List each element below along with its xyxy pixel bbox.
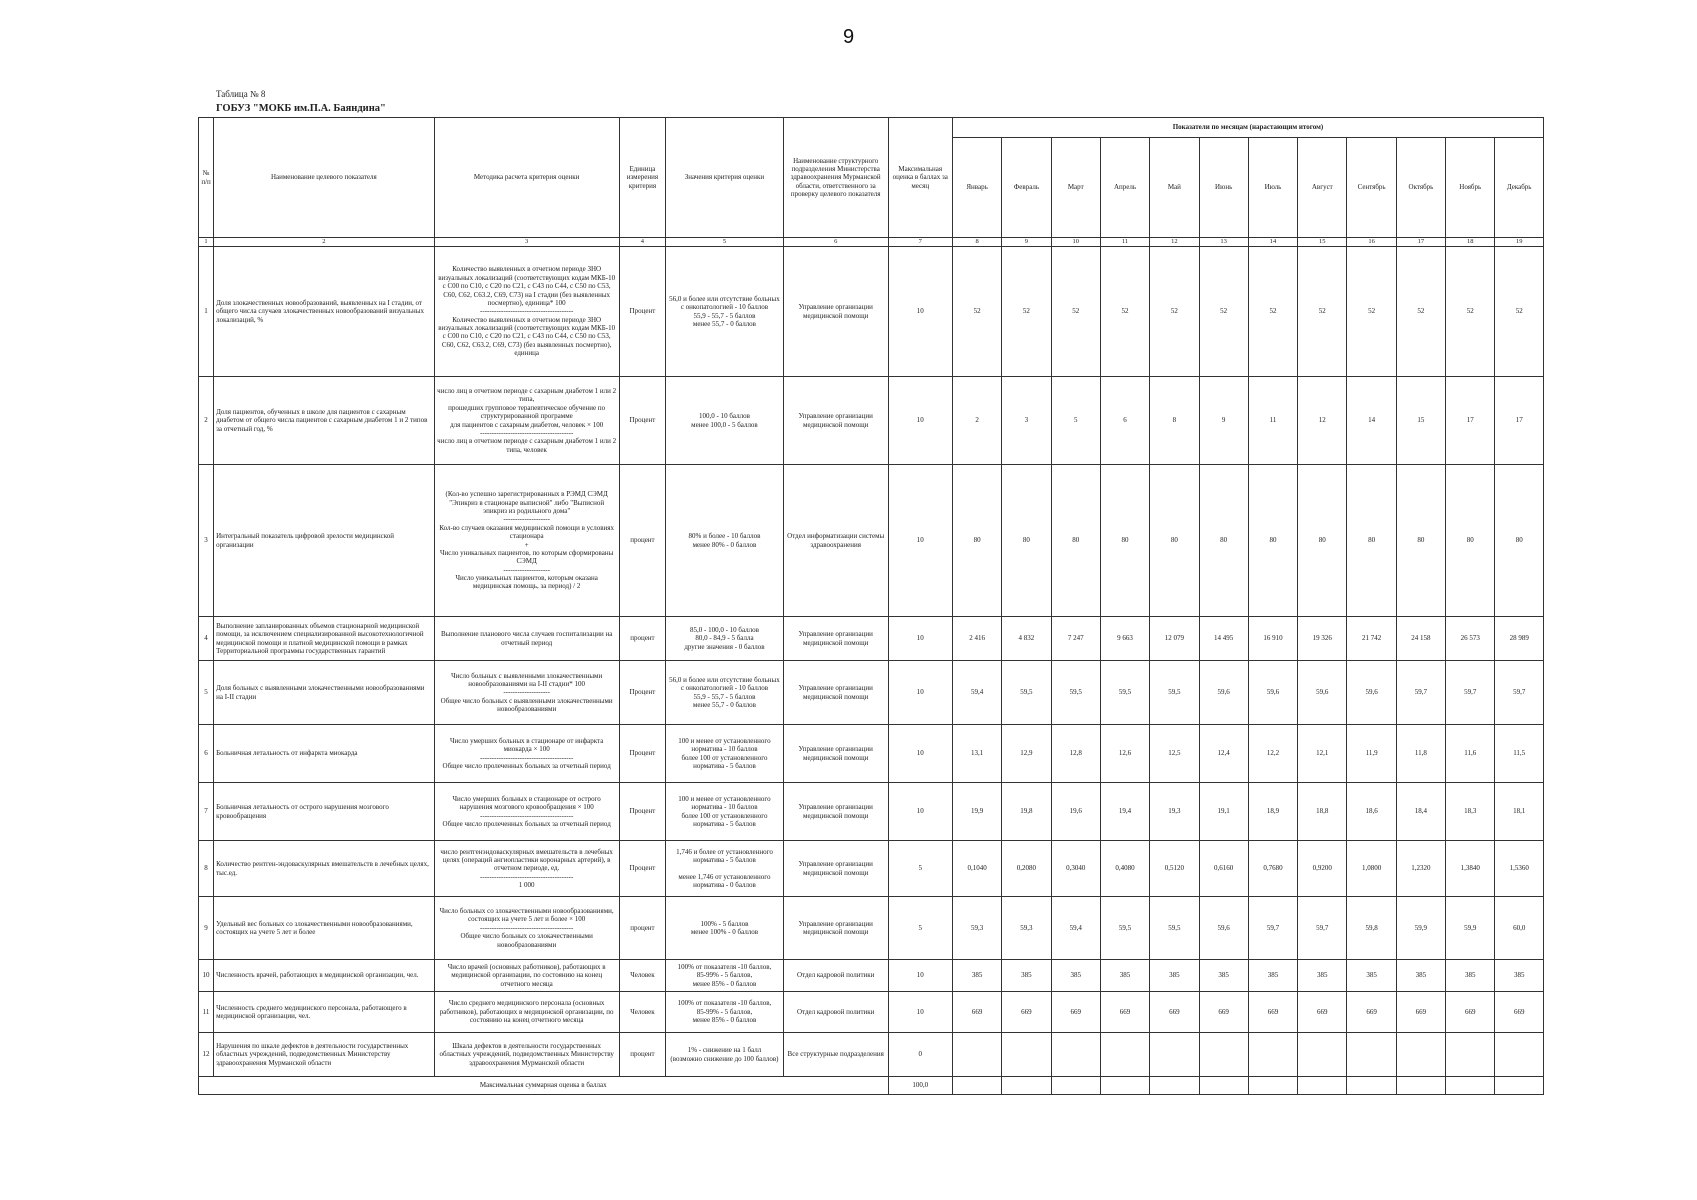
column-number: 7 <box>888 238 952 247</box>
unit-of-measure: Процент <box>619 783 665 841</box>
column-number: 8 <box>952 238 1001 247</box>
month-value: 18,6 <box>1347 783 1396 841</box>
month-value: 59,3 <box>952 897 1001 960</box>
month-value: 52 <box>1100 247 1149 377</box>
month-value: 59,6 <box>1347 661 1396 725</box>
table-row <box>199 897 1544 960</box>
responsible-department: Управление организации медицинской помощи <box>783 617 888 661</box>
row-number: 7 <box>199 783 214 841</box>
month-value: 385 <box>1396 960 1445 992</box>
month-value: 80 <box>1446 465 1495 617</box>
month-value: 59,6 <box>1298 661 1347 725</box>
month-value: 2 416 <box>952 617 1001 661</box>
month-value: 59,5 <box>1100 661 1149 725</box>
header-criteria: Значения критерия оценки <box>666 118 784 238</box>
month-value: 14 <box>1347 377 1396 465</box>
month-value: 5 <box>1051 377 1100 465</box>
month-value: 52 <box>1150 247 1199 377</box>
total-month-cell <box>1100 1077 1149 1095</box>
column-number: 6 <box>783 238 888 247</box>
column-number: 18 <box>1446 238 1495 247</box>
criteria-values: 80% и более - 10 баллов менее 80% - 0 баллов <box>666 465 784 617</box>
month-value: 385 <box>1298 960 1347 992</box>
month-value: 11,9 <box>1347 725 1396 783</box>
indicator-name: Выполнение запланированных объемов стационарной медицинской помощи, за исключением специализированной высокотехнологичной медицинской помощи и платной медицинской помощи в рамках Территориальной программы государственных гарантий <box>214 617 434 661</box>
responsible-department: Все структурные подразделения <box>783 1033 888 1077</box>
month-value: 52 <box>1199 247 1248 377</box>
column-number: 2 <box>214 238 434 247</box>
total-month-cell <box>1150 1077 1199 1095</box>
row-number: 3 <box>199 465 214 617</box>
month-value: 59,7 <box>1446 661 1495 725</box>
month-value: 0,3040 <box>1051 841 1100 897</box>
total-score: 100,0 <box>888 1077 952 1095</box>
table-row <box>199 960 1544 992</box>
month-value: 669 <box>1100 992 1149 1033</box>
month-value: 12,4 <box>1199 725 1248 783</box>
calculation-method: Число умерших больных в стационаре от инфаркта миокарда × 100 ---------------------------------------- Общее число пролеченных больных за отчетный период <box>434 725 619 783</box>
table-row <box>199 992 1544 1033</box>
header-month: Март <box>1051 138 1100 238</box>
month-value: 3 <box>1002 377 1051 465</box>
month-value: 52 <box>1446 247 1495 377</box>
month-value <box>1002 1033 1051 1077</box>
month-value: 12 079 <box>1150 617 1199 661</box>
column-number: 11 <box>1100 238 1149 247</box>
calculation-method: Количество выявленных в отчетном периоде ЗНО визуальных локализаций (соответствующих кодам МКБ-10 с С00 по С10, с С20 по С21, с С43 по С44, с С50 по С53, С60, С62, С63.2, С69, С73) на I стадии (без выявленных посмертно), единица* 100 ---------------------------------------- Количество выявленных в отчетном периоде ЗНО визуальных локализаций (соответствующих кодам МКБ-10 с С00 по С10, с С20 по С21, с С43 по С44, с С50 по С53, С60, С62, С63.2, С69, С73) (без выявленных посмертно), единица <box>434 247 619 377</box>
month-value: 0,5120 <box>1150 841 1199 897</box>
total-label: Максимальная суммарная оценка в баллах <box>199 1077 889 1095</box>
month-value: 59,5 <box>1002 661 1051 725</box>
month-value: 80 <box>952 465 1001 617</box>
month-value: 59,6 <box>1248 661 1297 725</box>
table-row <box>199 617 1544 661</box>
row-number: 10 <box>199 960 214 992</box>
month-value: 1,5360 <box>1495 841 1544 897</box>
month-value: 669 <box>1495 992 1544 1033</box>
criteria-values: 100% - 5 баллов менее 100% - 0 баллов <box>666 897 784 960</box>
row-number: 8 <box>199 841 214 897</box>
month-value <box>952 1033 1001 1077</box>
month-value: 18,1 <box>1495 783 1544 841</box>
column-number: 12 <box>1150 238 1199 247</box>
table-row <box>199 465 1544 617</box>
month-value: 385 <box>1100 960 1149 992</box>
month-value: 59,5 <box>1150 897 1199 960</box>
responsible-department: Управление организации медицинской помощи <box>783 377 888 465</box>
month-value: 0,7680 <box>1248 841 1297 897</box>
responsible-department: Управление организации медицинской помощи <box>783 841 888 897</box>
header-month: Февраль <box>1002 138 1051 238</box>
calculation-method: (Кол-во успешно зарегистрированных в РЭМД СЭМД "Эпикриз в стационаре выписной" либо "Выписной эпикриз из родильного дома" -------------------- Кол-во случаев оказания медицинской помощи в условиях стационара + Число уникальных пациентов, по которым сформированы СЭМД -------------------- Число уникальных пациентов, которым оказана медицинская помощь, за период) / 2 <box>434 465 619 617</box>
month-value: 59,5 <box>1100 897 1149 960</box>
month-value: 14 495 <box>1199 617 1248 661</box>
total-month-cell <box>1248 1077 1297 1095</box>
month-value: 12,2 <box>1248 725 1297 783</box>
month-value: 80 <box>1298 465 1347 617</box>
month-value: 60,0 <box>1495 897 1544 960</box>
month-value: 2 <box>952 377 1001 465</box>
criteria-values: 100,0 - 10 баллов менее 100,0 - 5 баллов <box>666 377 784 465</box>
header-unit: Единица измерения критерия <box>619 118 665 238</box>
month-value: 1,3840 <box>1446 841 1495 897</box>
month-value <box>1051 1033 1100 1077</box>
header-month: Декабрь <box>1495 138 1544 238</box>
month-value <box>1248 1033 1297 1077</box>
header-month: Апрель <box>1100 138 1149 238</box>
month-value: 16 910 <box>1248 617 1297 661</box>
header-month: Октябрь <box>1396 138 1445 238</box>
total-month-cell <box>1051 1077 1100 1095</box>
header-num: № п/п <box>199 118 214 238</box>
max-score: 5 <box>888 841 952 897</box>
row-number: 6 <box>199 725 214 783</box>
month-value: 19 326 <box>1298 617 1347 661</box>
unit-of-measure: Процент <box>619 841 665 897</box>
month-value: 21 742 <box>1347 617 1396 661</box>
criteria-values: 100% от показателя -10 баллов, 85-99% - 5 баллов, менее 85% - 0 баллов <box>666 992 784 1033</box>
row-number: 4 <box>199 617 214 661</box>
month-value: 12,9 <box>1002 725 1051 783</box>
month-value: 52 <box>1347 247 1396 377</box>
header-month: Сентябрь <box>1347 138 1396 238</box>
total-month-cell <box>1495 1077 1544 1095</box>
month-value: 11,6 <box>1446 725 1495 783</box>
header-name: Наименование целевого показателя <box>214 118 434 238</box>
max-score: 10 <box>888 992 952 1033</box>
max-score: 10 <box>888 960 952 992</box>
responsible-department: Отдел кадровой политики <box>783 960 888 992</box>
month-value: 385 <box>1347 960 1396 992</box>
row-number: 5 <box>199 661 214 725</box>
indicator-name: Нарушения по шкале дефектов в деятельности государственных областных учреждений, подведомственных Министерству здравоохранения Мурманской области <box>214 1033 434 1077</box>
responsible-department: Управление организации медицинской помощи <box>783 725 888 783</box>
page-number: 9 <box>842 26 855 48</box>
indicator-name: Интегральный показатель цифровой зрелости медицинской организации <box>214 465 434 617</box>
header-month: Июнь <box>1199 138 1248 238</box>
calculation-method: Число врачей (основных работников), работающих в медицинской организации, по состоянию на конец отчетного месяца <box>434 960 619 992</box>
month-value: 12,8 <box>1051 725 1100 783</box>
month-value: 669 <box>1347 992 1396 1033</box>
month-value: 4 832 <box>1002 617 1051 661</box>
criteria-values: 56,0 и более или отсутствие больных с онкопатологией - 10 баллов 55,9 - 55,7 - 5 баллов менее 55,7 - 0 баллов <box>666 247 784 377</box>
calculation-method: Число больных с выявленными злокачественными новообразованиями на I-II стадии* 100 -------------------- Общее число больных с выявленными злокачественными новообразованиями <box>434 661 619 725</box>
month-value: 28 989 <box>1495 617 1544 661</box>
month-value: 52 <box>1298 247 1347 377</box>
month-value: 0,4080 <box>1100 841 1149 897</box>
table-row <box>199 725 1544 783</box>
month-value: 80 <box>1199 465 1248 617</box>
column-number: 1 <box>199 238 214 247</box>
max-score: 10 <box>888 247 952 377</box>
max-score: 10 <box>888 783 952 841</box>
table-caption: Таблица № 8 <box>216 89 266 99</box>
month-value: 18,4 <box>1396 783 1445 841</box>
month-value: 19,1 <box>1199 783 1248 841</box>
month-value <box>1495 1033 1544 1077</box>
kpi-table <box>198 117 1544 1095</box>
month-value: 11,5 <box>1495 725 1544 783</box>
calculation-method: число лиц в отчетном периоде с сахарным диабетом 1 или 2 типа, прошедших групповое терапевтическое обучение по структурированной программе для пациентов с сахарным диабетом, человек × 100 ---------------------------------------- число лиц в отчетном периоде с сахарным диабетом 1 или 2 типа, человек <box>434 377 619 465</box>
row-number: 2 <box>199 377 214 465</box>
month-value: 24 158 <box>1396 617 1445 661</box>
indicator-name: Больничная летальность от инфаркта миокарда <box>214 725 434 783</box>
unit-of-measure: Процент <box>619 725 665 783</box>
month-value: 18,8 <box>1298 783 1347 841</box>
month-value: 80 <box>1495 465 1544 617</box>
month-value <box>1150 1033 1199 1077</box>
month-value: 11,8 <box>1396 725 1445 783</box>
indicator-name: Доля злокачественных новообразований, выявленных на I стадии, от общего числа случаев злокачественных новообразований визуальных локализаций, % <box>214 247 434 377</box>
indicator-name: Численность врачей, работающих в медицинской организации, чел. <box>214 960 434 992</box>
table-row <box>199 841 1544 897</box>
month-value: 385 <box>1002 960 1051 992</box>
organization-title: ГОБУЗ "МОКБ им.П.А. Баяндина" <box>216 103 386 114</box>
header-month: Август <box>1298 138 1347 238</box>
month-value: 19,3 <box>1150 783 1199 841</box>
column-number: 15 <box>1298 238 1347 247</box>
responsible-department: Управление организации медицинской помощи <box>783 661 888 725</box>
header-month: Январь <box>952 138 1001 238</box>
column-number: 16 <box>1347 238 1396 247</box>
total-month-cell <box>952 1077 1001 1095</box>
header-department: Наименование структурного подразделения Министерства здравоохранения Мурманской области, ответственного за проверку целевого показателя <box>783 118 888 238</box>
month-value: 52 <box>1495 247 1544 377</box>
month-value: 0,9200 <box>1298 841 1347 897</box>
month-value: 59,7 <box>1396 661 1445 725</box>
month-value: 6 <box>1100 377 1149 465</box>
row-number: 11 <box>199 992 214 1033</box>
column-number: 17 <box>1396 238 1445 247</box>
unit-of-measure: Процент <box>619 377 665 465</box>
indicator-name: Количество рентген-эндоваскулярных вмешательств в лечебных целях, тыс.ед. <box>214 841 434 897</box>
month-value: 1,0800 <box>1347 841 1396 897</box>
responsible-department: Отдел кадровой политики <box>783 992 888 1033</box>
total-month-cell <box>1446 1077 1495 1095</box>
month-value: 17 <box>1446 377 1495 465</box>
month-value: 385 <box>1446 960 1495 992</box>
row-number: 9 <box>199 897 214 960</box>
unit-of-measure: процент <box>619 897 665 960</box>
header-month: Ноябрь <box>1446 138 1495 238</box>
month-value: 669 <box>952 992 1001 1033</box>
month-value: 80 <box>1248 465 1297 617</box>
month-value: 19,6 <box>1051 783 1100 841</box>
column-number: 3 <box>434 238 619 247</box>
month-value: 385 <box>1051 960 1100 992</box>
table-row <box>199 783 1544 841</box>
calculation-method: Число среднего медицинского персонала (основных работников), работающих в медицинской организации, по состоянию на конец отчетного месяца <box>434 992 619 1033</box>
month-value: 59,5 <box>1051 661 1100 725</box>
unit-of-measure: Человек <box>619 992 665 1033</box>
row-number: 1 <box>199 247 214 377</box>
month-value: 80 <box>1100 465 1149 617</box>
month-value: 52 <box>1002 247 1051 377</box>
indicator-name: Доля больных с выявленными злокачественными новообразованиями на I-II стадии <box>214 661 434 725</box>
calculation-method: Число умерших больных в стационаре от острого нарушения мозгового кровообращения × 100 ---------------------------------------- Общее число пролеченных больных за отчетный период <box>434 783 619 841</box>
column-number: 10 <box>1051 238 1100 247</box>
month-value: 52 <box>1396 247 1445 377</box>
month-value: 11 <box>1248 377 1297 465</box>
calculation-method: Число больных со злокачественными новообразованиями, состоящих на учете 5 лет и более × 100 ---------------------------------------- Общее число больных со злокачественными новообразованиями <box>434 897 619 960</box>
column-number: 14 <box>1248 238 1297 247</box>
row-number: 12 <box>199 1033 214 1077</box>
month-value: 385 <box>1150 960 1199 992</box>
header-month: Июль <box>1248 138 1297 238</box>
month-value <box>1446 1033 1495 1077</box>
total-row <box>199 1077 1544 1095</box>
month-value: 59,7 <box>1248 897 1297 960</box>
month-value: 385 <box>1199 960 1248 992</box>
month-value: 59,7 <box>1298 897 1347 960</box>
month-value: 17 <box>1495 377 1544 465</box>
month-value: 59,3 <box>1002 897 1051 960</box>
month-value: 18,9 <box>1248 783 1297 841</box>
month-value: 59,9 <box>1446 897 1495 960</box>
month-value: 59,6 <box>1199 897 1248 960</box>
month-value: 385 <box>1248 960 1297 992</box>
month-value: 80 <box>1051 465 1100 617</box>
month-value: 669 <box>1446 992 1495 1033</box>
month-value <box>1347 1033 1396 1077</box>
month-value: 59,9 <box>1396 897 1445 960</box>
month-value: 669 <box>1199 992 1248 1033</box>
month-value: 59,6 <box>1199 661 1248 725</box>
column-number: 13 <box>1199 238 1248 247</box>
total-month-cell <box>1347 1077 1396 1095</box>
max-score: 10 <box>888 377 952 465</box>
month-value: 19,9 <box>952 783 1001 841</box>
month-value: 26 573 <box>1446 617 1495 661</box>
total-month-cell <box>1298 1077 1347 1095</box>
header-method: Методика расчета критерия оценки <box>434 118 619 238</box>
criteria-values: 1,746 и более от установленного норматива - 5 баллов менее 1,746 от установленного норматива - 0 баллов <box>666 841 784 897</box>
unit-of-measure: процент <box>619 1033 665 1077</box>
unit-of-measure: процент <box>619 617 665 661</box>
criteria-values: 100 и менее от установленного норматива - 10 баллов более 100 от установленного норматива - 5 баллов <box>666 725 784 783</box>
month-value: 669 <box>1002 992 1051 1033</box>
unit-of-measure: Человек <box>619 960 665 992</box>
max-score: 10 <box>888 661 952 725</box>
month-value: 80 <box>1347 465 1396 617</box>
max-score: 5 <box>888 897 952 960</box>
responsible-department: Управление организации медицинской помощи <box>783 247 888 377</box>
month-value: 52 <box>952 247 1001 377</box>
month-value: 52 <box>1248 247 1297 377</box>
month-value: 385 <box>952 960 1001 992</box>
month-value <box>1199 1033 1248 1077</box>
header-months-title: Показатели по месяцам (нарастающим итогом) <box>952 118 1543 138</box>
total-month-cell <box>1396 1077 1445 1095</box>
max-score: 0 <box>888 1033 952 1077</box>
table-row <box>199 247 1544 377</box>
max-score: 10 <box>888 725 952 783</box>
month-value: 80 <box>1396 465 1445 617</box>
max-score: 10 <box>888 465 952 617</box>
indicator-name: Больничная летальность от острого нарушения мозгового кровообращения <box>214 783 434 841</box>
month-value: 1,2320 <box>1396 841 1445 897</box>
month-value: 59,4 <box>1051 897 1100 960</box>
month-value: 19,4 <box>1100 783 1149 841</box>
month-value: 19,8 <box>1002 783 1051 841</box>
responsible-department: Управление организации медицинской помощи <box>783 897 888 960</box>
total-month-cell <box>1199 1077 1248 1095</box>
month-value: 669 <box>1150 992 1199 1033</box>
criteria-values: 100 и менее от установленного норматива - 10 баллов более 100 от установленного норматива - 5 баллов <box>666 783 784 841</box>
criteria-values: 85,0 - 100,0 - 10 баллов 80,0 - 84,9 - 5 балла другие значения - 0 баллов <box>666 617 784 661</box>
unit-of-measure: процент <box>619 465 665 617</box>
criteria-values: 56,0 и более или отсутствие больных с онкопатологией - 10 баллов 55,9 - 55,7 - 5 баллов менее 55,7 - 0 баллов <box>666 661 784 725</box>
month-value: 80 <box>1002 465 1051 617</box>
column-number: 5 <box>666 238 784 247</box>
table-row <box>199 377 1544 465</box>
month-value: 59,5 <box>1150 661 1199 725</box>
calculation-method: Выполнение планового числа случаев госпитализации на отчетный период <box>434 617 619 661</box>
month-value: 669 <box>1248 992 1297 1033</box>
month-value: 7 247 <box>1051 617 1100 661</box>
month-value: 80 <box>1150 465 1199 617</box>
header-max-score: Максимальная оценка в баллах за месяц <box>888 118 952 238</box>
month-value: 12,5 <box>1150 725 1199 783</box>
month-value: 669 <box>1051 992 1100 1033</box>
month-value: 18,3 <box>1446 783 1495 841</box>
month-value: 9 663 <box>1100 617 1149 661</box>
month-value: 669 <box>1298 992 1347 1033</box>
month-value: 669 <box>1396 992 1445 1033</box>
month-value: 59,4 <box>952 661 1001 725</box>
total-month-cell <box>1002 1077 1051 1095</box>
responsible-department: Отдел информатизации системы здравоохранения <box>783 465 888 617</box>
month-value: 59,7 <box>1495 661 1544 725</box>
column-number: 19 <box>1495 238 1544 247</box>
month-value: 52 <box>1051 247 1100 377</box>
month-value: 13,1 <box>952 725 1001 783</box>
month-value <box>1298 1033 1347 1077</box>
column-number: 4 <box>619 238 665 247</box>
table-row <box>199 1033 1544 1077</box>
month-value: 12 <box>1298 377 1347 465</box>
responsible-department: Управление организации медицинской помощи <box>783 783 888 841</box>
month-value: 8 <box>1150 377 1199 465</box>
column-number: 9 <box>1002 238 1051 247</box>
header-month: Май <box>1150 138 1199 238</box>
month-value: 385 <box>1495 960 1544 992</box>
calculation-method: Шкала дефектов в деятельности государственных областных учреждений, подведомственных Министерству здравоохранения Мурманской области <box>434 1033 619 1077</box>
month-value: 0,6160 <box>1199 841 1248 897</box>
unit-of-measure: Процент <box>619 247 665 377</box>
max-score: 10 <box>888 617 952 661</box>
month-value: 0,2080 <box>1002 841 1051 897</box>
month-value: 59,8 <box>1347 897 1396 960</box>
month-value: 15 <box>1396 377 1445 465</box>
month-value: 9 <box>1199 377 1248 465</box>
month-value: 12,6 <box>1100 725 1149 783</box>
month-value: 12,1 <box>1298 725 1347 783</box>
indicator-name: Доля пациентов, обученных в школе для пациентов с сахарным диабетом от общего числа пациентов с сахарным диабетом 1 и 2 типов за отчетный год, % <box>214 377 434 465</box>
table-row <box>199 661 1544 725</box>
criteria-values: 100% от показателя -10 баллов, 85-99% - 5 баллов, менее 85% - 0 баллов <box>666 960 784 992</box>
calculation-method: число рентгенэндоваскулярных вмешательств в лечебных целях (операций ангиопластики коронарных артерий), в отчетном периоде, ед. ---------------------------------------- 1 000 <box>434 841 619 897</box>
month-value <box>1100 1033 1149 1077</box>
criteria-values: 1% - снижение на 1 балл (возможно снижение до 100 баллов) <box>666 1033 784 1077</box>
indicator-name: Удельный вес больных со злокачественными новообразованиями, состоящих на учете 5 лет и более <box>214 897 434 960</box>
unit-of-measure: Процент <box>619 661 665 725</box>
month-value <box>1396 1033 1445 1077</box>
month-value: 0,1040 <box>952 841 1001 897</box>
indicator-name: Численность среднего медицинского персонала, работающего в медицинской организации, чел. <box>214 992 434 1033</box>
